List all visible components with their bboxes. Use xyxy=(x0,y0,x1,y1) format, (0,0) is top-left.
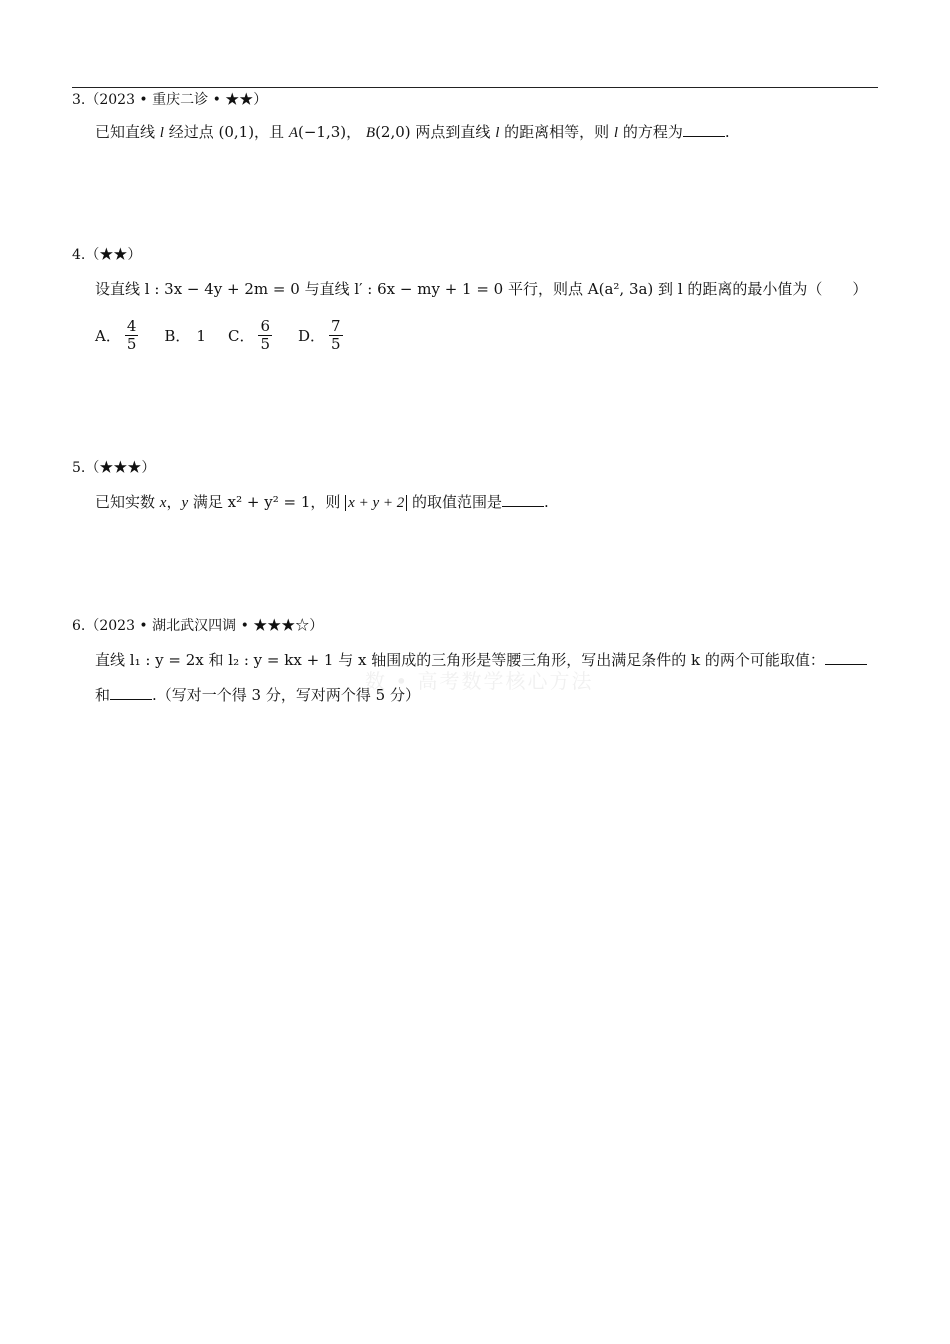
question-6-header: 6.（2023 • 湖北武汉四调 • ★★★☆） xyxy=(72,618,324,634)
question-5-text: 已知实数 x，y 满足 x² + y² = 1，则 x + y + 2 的取值范围是 . xyxy=(95,493,549,511)
question-4-header: 4.（★★） xyxy=(72,247,142,263)
answer-blank-2[interactable] xyxy=(110,685,152,700)
fraction: $\frac{7}{5}$ xyxy=(331,317,341,353)
watermark: 数 • 高考数学核心方法 xyxy=(365,669,594,693)
option-c[interactable]: C． $\frac{6}{5}$ xyxy=(227,317,270,353)
absolute-value: x + y + 2 xyxy=(345,495,407,511)
answer-blank[interactable] xyxy=(502,492,544,507)
question-3-header: 3.（2023 • 重庆二诊 • ★★） xyxy=(72,92,268,108)
option-d[interactable]: D． $\frac{7}{5}$ xyxy=(298,317,341,353)
question-4-options xyxy=(95,318,369,353)
question-4-text: 设直线 l : 3x − 4y + 2m = 0 与直线 l′ : 6x − my + 1 = 0 平行，则点 A(a², 3a) 到 l 的距离的最小值为（ ） xyxy=(95,280,868,298)
question-3-text: 已知直线 l 经过点 (0,1)，且 A(−1,3)， B(2,0) 两点到直线 l 的距离相等，则 l 的方程为 . xyxy=(95,123,730,141)
fraction: $\frac{4}{5}$ xyxy=(126,317,137,353)
answer-blank-1[interactable] xyxy=(825,650,867,665)
question-6-line-2: 和 .（写对一个得 3 分，写对两个得 5 分） xyxy=(95,686,420,704)
header-rule xyxy=(72,87,878,88)
fraction: $\frac{6}{5}$ xyxy=(260,317,270,353)
question-5-header: 5.（★★★） xyxy=(72,460,156,476)
answer-blank[interactable] xyxy=(683,122,725,137)
option-b[interactable]: B． 1 xyxy=(164,326,206,345)
question-6-line-1: 直线 l₁ : y = 2x 和 l₂ : y = kx + 1 与 x 轴围成的三角形是等腰三角形，写出满足条件的 k 的两个可能取值： xyxy=(95,649,867,671)
option-a[interactable]: A． $\frac{4}{5}$ xyxy=(95,317,137,353)
